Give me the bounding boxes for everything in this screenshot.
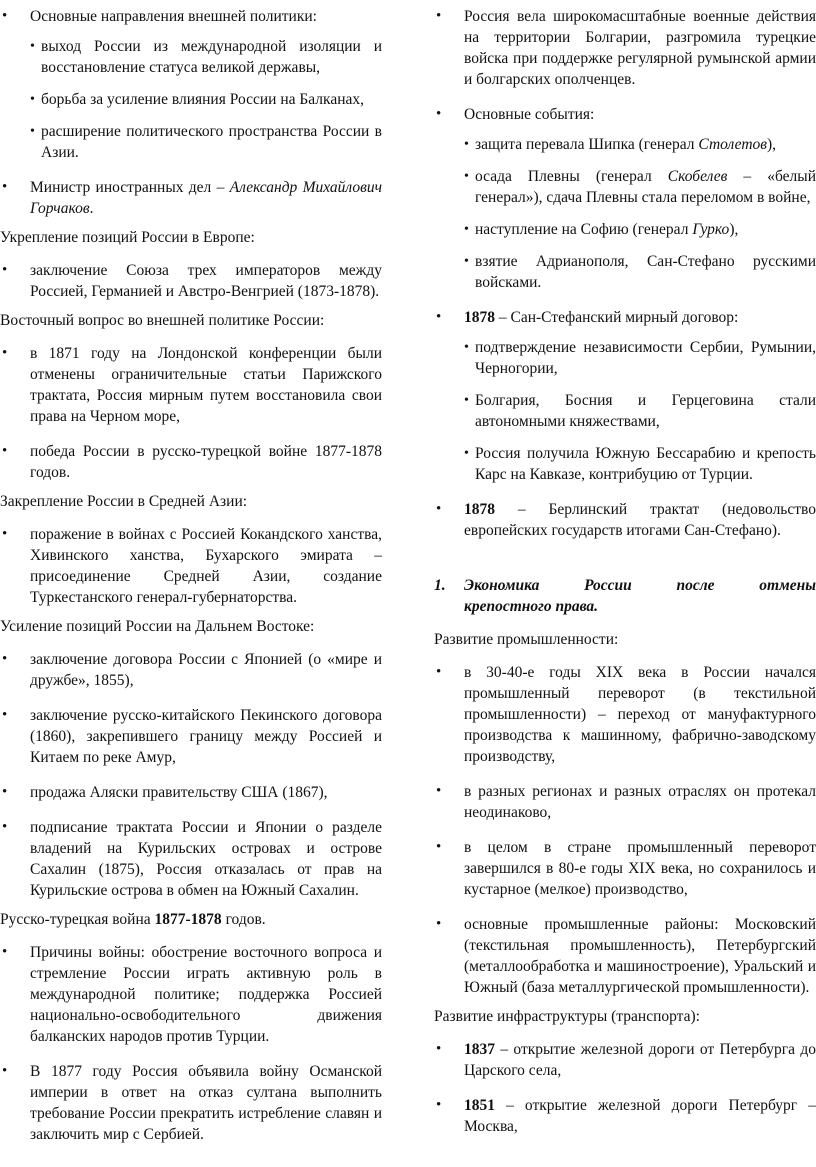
event-text: взятие Адрианополя, Сан-Стефано русскими войсками. — [475, 253, 816, 291]
list-item: • подтверждение независимости Сербии, Румынии, Черногории, — [464, 337, 816, 379]
section-title-line2: крепостного права. — [464, 598, 599, 615]
list-item: • заключение русско-китайского Пекинского договора (1860), закрепившего границу между Россией и Китаем по реке Амур, — [0, 705, 382, 768]
list-item — [434, 499, 816, 541]
list-item — [0, 6, 382, 163]
foreign-policy-title: Основные направления внешней политики: — [30, 8, 317, 25]
san-stefano-sublist — [464, 337, 816, 485]
list-item: • заключение договора России с Японией (о «мире и дружбе», 1855), — [0, 649, 382, 691]
list-item: • в целом в стране промышленный переворот завершился в 80-е годы XIX века, но сохранилось и кустарное (мелкое) производство, — [434, 837, 816, 900]
section-heading — [434, 575, 816, 617]
foreign-policy-list — [0, 6, 382, 219]
industry-list — [434, 662, 816, 998]
europe-heading: Укрепление позиций России в Европе: — [0, 229, 255, 246]
list-item — [434, 307, 816, 485]
san-stefano-year: 1878 — [464, 309, 495, 326]
infra-year: 1851 — [464, 1097, 495, 1114]
list-item: • Болгария, Босния и Герцеговина стали автономными княжествами, — [464, 390, 816, 432]
berlin-year: 1878 — [464, 501, 495, 518]
event-general: Скобелев — [667, 168, 728, 185]
foreign-policy-sublist — [30, 36, 382, 163]
event-general: Столетов — [698, 136, 768, 153]
list-item: • поражение в войнах с Россией Кокандского ханства, Хивинского ханства, Бухарского эмирата – присоединение Средней Азии, создание Туркестанского генерал-губернаторства. — [0, 524, 382, 608]
section-word: России — [584, 577, 632, 594]
list-item: • Россия вела широкомасштабные военные действия на территории Болгарии, разгромила турецкие войска при поддержке регулярной румынской армии и болгарских ополченцев. — [434, 6, 816, 90]
section-number: 1. — [434, 577, 446, 594]
far-east-heading: Усиление позиций России на Дальнем Востоке: — [0, 618, 315, 635]
list-item: • в 1871 году на Лондонской конференции были отменены ограничительные статьи Парижского трактата, Россия мирным путем восстановила свои права на Черном море, — [0, 343, 382, 427]
events-sublist — [464, 134, 816, 293]
events-title: Основные события: — [464, 106, 595, 123]
minister-name: Александр Михайлович Горчаков — [30, 179, 382, 217]
list-item: • выход России из международной изоляции и восстановление статуса великой державы, — [30, 36, 382, 78]
list-item: • в 30-40-е годы XIX века в России начался промышленный переворот (в текстильной промышленности) – переход от мануфактурного производства к машинному, фабрично-заводскому производству, — [434, 662, 816, 767]
list-item: • В 1877 году Россия объявила войну Османской империи в ответ на отказ султана выполнить требование России прекратить истребление славян и заключить мир с Сербией. — [0, 1061, 382, 1145]
infra-year: 1837 — [464, 1041, 495, 1058]
list-item: • борьба за усиление влияния России на Балканах, — [30, 89, 382, 110]
eastern-list — [0, 343, 382, 483]
list-item: • расширение политического пространства России в Азии. — [30, 121, 382, 163]
war-heading-years: 1877-1878 — [154, 911, 222, 928]
war-heading — [0, 909, 382, 930]
infra-text: – открытие железной дороги Петербург – Москва, — [464, 1097, 816, 1135]
list-item — [434, 1095, 816, 1137]
war-list — [0, 942, 382, 1145]
list-item: • основные промышленные районы: Московский (текстильная промышленность), Петербургский (металлообработка и машиностроение), Уральский и Южный (база металлургической промышленности). — [434, 914, 816, 998]
list-item — [434, 104, 816, 293]
central-asia-heading: Закрепление России в Средней Азии: — [0, 493, 248, 510]
event-text-end: ), — [729, 221, 739, 238]
event-text: наступление на Софию (генерал — [475, 221, 693, 238]
section-title — [464, 575, 816, 617]
war-cont-list — [434, 6, 816, 541]
list-item: • победа России в русско-турецкой войне 1877-1878 годов. — [0, 441, 382, 483]
list-item: • Причины войны: обострение восточного вопроса и стремление России играть активную роль в международной политике; поддержка Россией национально-освободительного движения балканских народов против Турции. — [0, 942, 382, 1047]
san-stefano-text: – Сан-Стефанский мирный договор: — [495, 309, 739, 326]
section-word: отмены — [759, 577, 816, 594]
war-heading-text: Русско-турецкая война — [0, 911, 155, 928]
eastern-heading: Восточный вопрос во внешней политике России: — [0, 312, 325, 329]
central-asia-list — [0, 524, 382, 608]
section-word: после — [676, 577, 715, 594]
berlin-text: – Берлинский трактат (недовольство европейских государств итогами Сан-Стефано). — [464, 501, 816, 539]
right-column — [434, 6, 816, 1151]
industry-heading: Развитие промышленности: — [434, 631, 619, 648]
infra-text: – открытие железной дороги от Петербурга до Царского села, — [464, 1041, 816, 1079]
list-item: • в разных регионах и разных отраслях он протекал неодинаково, — [434, 781, 816, 823]
list-item: • заключение Союза трех императоров между Россией, Германией и Австро-Венгрией (1873-1878). — [0, 260, 382, 302]
event-text-end: ), — [767, 136, 777, 153]
infra-heading: Развитие инфраструктуры (транспорта): — [434, 1008, 700, 1025]
list-item: • продажа Аляски правительству США (1867), — [0, 782, 382, 803]
europe-list — [0, 260, 382, 302]
list-item: • Россия получила Южную Бессарабию и крепость Карс на Кавказе, контрибуцию от Турции. — [464, 443, 816, 485]
list-item — [434, 1039, 816, 1081]
event-text-end: – «белый генерал»), сдача Плевны стала переломом в войне, — [475, 168, 816, 206]
event-text: защита перевала Шипка (генерал — [475, 136, 699, 153]
list-item — [464, 166, 816, 208]
far-east-list — [0, 649, 382, 901]
infra-list — [434, 1039, 816, 1137]
minister-suffix: . — [89, 200, 94, 217]
section-title-line1 — [464, 575, 816, 596]
list-item — [464, 134, 816, 155]
event-text: осада Плевны (генерал — [475, 168, 668, 185]
list-item — [464, 219, 816, 240]
left-column — [0, 6, 382, 1145]
list-item — [464, 251, 816, 293]
list-item — [0, 177, 382, 219]
list-item: • подписание трактата России и Японии о разделе владений на Курильских островах и острове Сахалин (1875), Россия отказалась от прав на Курильские острова в обмен на Южный Сахалин. — [0, 817, 382, 901]
section-word: Экономика — [464, 577, 540, 594]
war-heading-suffix: годов. — [221, 911, 266, 928]
event-general: Гурко — [692, 221, 730, 238]
minister-prefix: Министр иностранных дел – — [30, 179, 230, 196]
